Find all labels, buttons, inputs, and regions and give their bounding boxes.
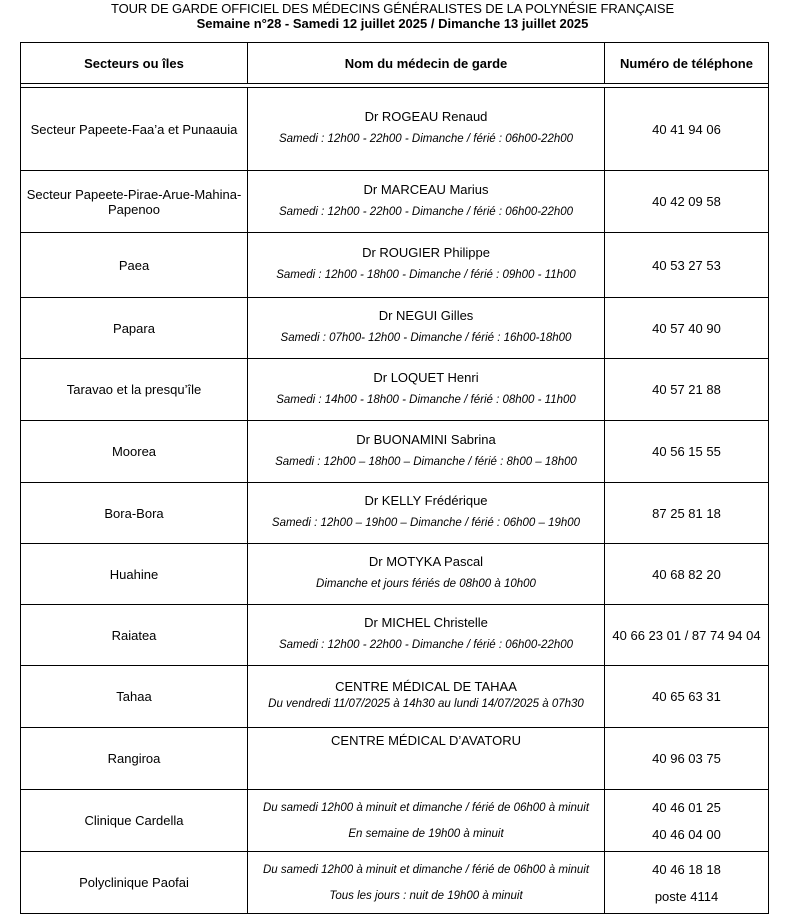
- doctor-cell: [248, 421, 605, 483]
- sector-cell: Paea: [21, 233, 248, 298]
- phone-cell: 87 25 81 18: [605, 483, 769, 544]
- column-header-doctor: Nom du médecin de garde: [248, 43, 605, 84]
- doctor-cell: [248, 298, 605, 359]
- duty-roster-table: [20, 42, 769, 914]
- doctor-name: CENTRE MÉDICAL DE TAHAA: [335, 679, 517, 694]
- doctor-cell: [248, 233, 605, 298]
- doctor-name: Dr ROGEAU Renaud: [364, 109, 488, 124]
- phone-cell: 40 41 94 06: [605, 88, 769, 171]
- column-header-sector: Secteurs ou îles: [21, 43, 248, 84]
- phone-cell: 40 53 27 53: [605, 233, 769, 298]
- doctor-name: Dr MICHEL Christelle: [364, 615, 488, 630]
- phone-cell: 40 65 63 31: [605, 666, 769, 728]
- phone-cell: 40 42 09 58: [605, 171, 769, 233]
- table-row: [21, 171, 769, 233]
- table-row: [21, 666, 769, 728]
- doctor-name: Dr KELLY Frédérique: [364, 493, 488, 508]
- sector-cell: Tahaa: [21, 666, 248, 728]
- page-subtitle: Semaine n°28 - Samedi 12 juillet 2025 / Dimanche 13 juillet 2025: [196, 16, 589, 31]
- sector-cell: Polyclinique Paofai: [21, 852, 248, 914]
- doctor-cell: [248, 605, 605, 666]
- doctor-cell: [248, 852, 605, 914]
- doctor-cell: [248, 544, 605, 605]
- phone-cell: [605, 852, 769, 914]
- table-row: [21, 421, 769, 483]
- duty-hours: Du vendredi 11/07/2025 à 14h30 au lundi 14/07/2025 à 07h30: [268, 698, 584, 710]
- sector-cell: Taravao et la presqu’île: [21, 359, 248, 421]
- daily-hours: Tous les jours : nuit de 19h00 à minuit: [329, 889, 523, 902]
- table-row: [21, 790, 769, 852]
- doctor-name: Dr NEGUI Gilles: [378, 308, 474, 323]
- table-row: [21, 544, 769, 605]
- phone-cell: 40 57 21 88: [605, 359, 769, 421]
- phone-extension: poste 4114: [654, 888, 719, 904]
- sector-cell: Secteur Papeete-Faa’a et Punaauia: [21, 88, 248, 171]
- page-title: TOUR DE GARDE OFFICIEL DES MÉDECINS GÉNÉRALISTES DE LA POLYNÉSIE FRANÇAISE: [110, 1, 675, 16]
- table-header-row: [21, 43, 769, 84]
- duty-hours: Samedi : 12h00 - 22h00 - Dimanche / férié : 06h00-22h00: [278, 133, 574, 145]
- duty-hours: Du samedi 12h00 à minuit et dimanche / férié de 06h00 à minuit: [262, 863, 590, 876]
- duty-hours: Samedi : 07h00- 12h00 - Dimanche / férié : 16h00-18h00: [280, 332, 572, 344]
- phone-number: 40 46 01 25: [652, 799, 721, 815]
- doctor-name: Dr BUONAMINI Sabrina: [356, 431, 496, 447]
- duty-hours: Samedi : 14h00 - 18h00 - Dimanche / férié : 08h00 - 11h00: [276, 393, 576, 406]
- phone-cell: 40 56 15 55: [605, 421, 769, 483]
- sector-cell: Clinique Cardella: [21, 790, 248, 852]
- doctor-name: Dr MOTYKA Pascal: [368, 554, 484, 569]
- duty-hours: Samedi : 12h00 - 22h00 - Dimanche / férié : 06h00-22h00: [278, 639, 574, 651]
- sector-cell: Moorea: [21, 421, 248, 483]
- doctor-cell: [248, 359, 605, 421]
- table-row: [21, 298, 769, 359]
- doctor-cell: [248, 790, 605, 852]
- table-row: [21, 605, 769, 666]
- phone-number: 40 46 18 18: [652, 861, 721, 877]
- duty-hours: Samedi : 12h00 – 19h00 – Dimanche / férié : 06h00 – 19h00: [271, 517, 581, 529]
- table-row: [21, 483, 769, 544]
- doctor-cell: [248, 728, 605, 790]
- duty-hours: Du samedi 12h00 à minuit et dimanche / férié de 06h00 à minuit: [262, 801, 590, 814]
- phone-cell: [605, 790, 769, 852]
- sector-cell: Rangiroa: [21, 728, 248, 790]
- duty-hours: Dimanche et jours fériés de 08h00 à 10h00: [316, 578, 536, 590]
- sector-cell: Secteur Papeete-Pirae-Arue-Mahina-Papenoo: [21, 171, 248, 233]
- sector-cell: Bora-Bora: [21, 483, 248, 544]
- phone-cell: 40 96 03 75: [605, 728, 769, 790]
- table-row: [21, 88, 769, 171]
- doctor-name: Dr LOQUET Henri: [373, 369, 479, 385]
- weekday-hours: En semaine de 19h00 à minuit: [348, 827, 504, 840]
- doctor-cell: [248, 88, 605, 171]
- doctor-name: Dr MARCEAU Marius: [363, 181, 489, 197]
- doctor-name: CENTRE MÉDICAL D’AVATORU: [331, 732, 521, 748]
- phone-cell: 40 66 23 01 / 87 74 94 04: [605, 605, 769, 666]
- doctor-name: Dr ROUGIER Philippe: [362, 245, 490, 260]
- doctor-cell: [248, 483, 605, 544]
- table-row: [21, 233, 769, 298]
- table-row: [21, 359, 769, 421]
- column-header-phone: Numéro de téléphone: [605, 43, 769, 84]
- doctor-cell: [248, 666, 605, 728]
- duty-hours: Samedi : 12h00 - 18h00 - Dimanche / férié : 09h00 - 11h00: [276, 269, 576, 281]
- sector-cell: Raiatea: [21, 605, 248, 666]
- phone-cell: 40 57 40 90: [605, 298, 769, 359]
- doctor-cell: [248, 171, 605, 233]
- table-row: [21, 852, 769, 914]
- duty-hours: Samedi : 12h00 – 18h00 – Dimanche / férié : 8h00 – 18h00: [275, 455, 577, 468]
- table-row: [21, 728, 769, 790]
- sector-cell: Papara: [21, 298, 248, 359]
- duty-hours: Samedi : 12h00 - 22h00 - Dimanche / férié : 06h00-22h00: [278, 205, 574, 218]
- sector-cell: Huahine: [21, 544, 248, 605]
- phone-number-secondary: 40 46 04 00: [652, 826, 721, 842]
- phone-cell: 40 68 82 20: [605, 544, 769, 605]
